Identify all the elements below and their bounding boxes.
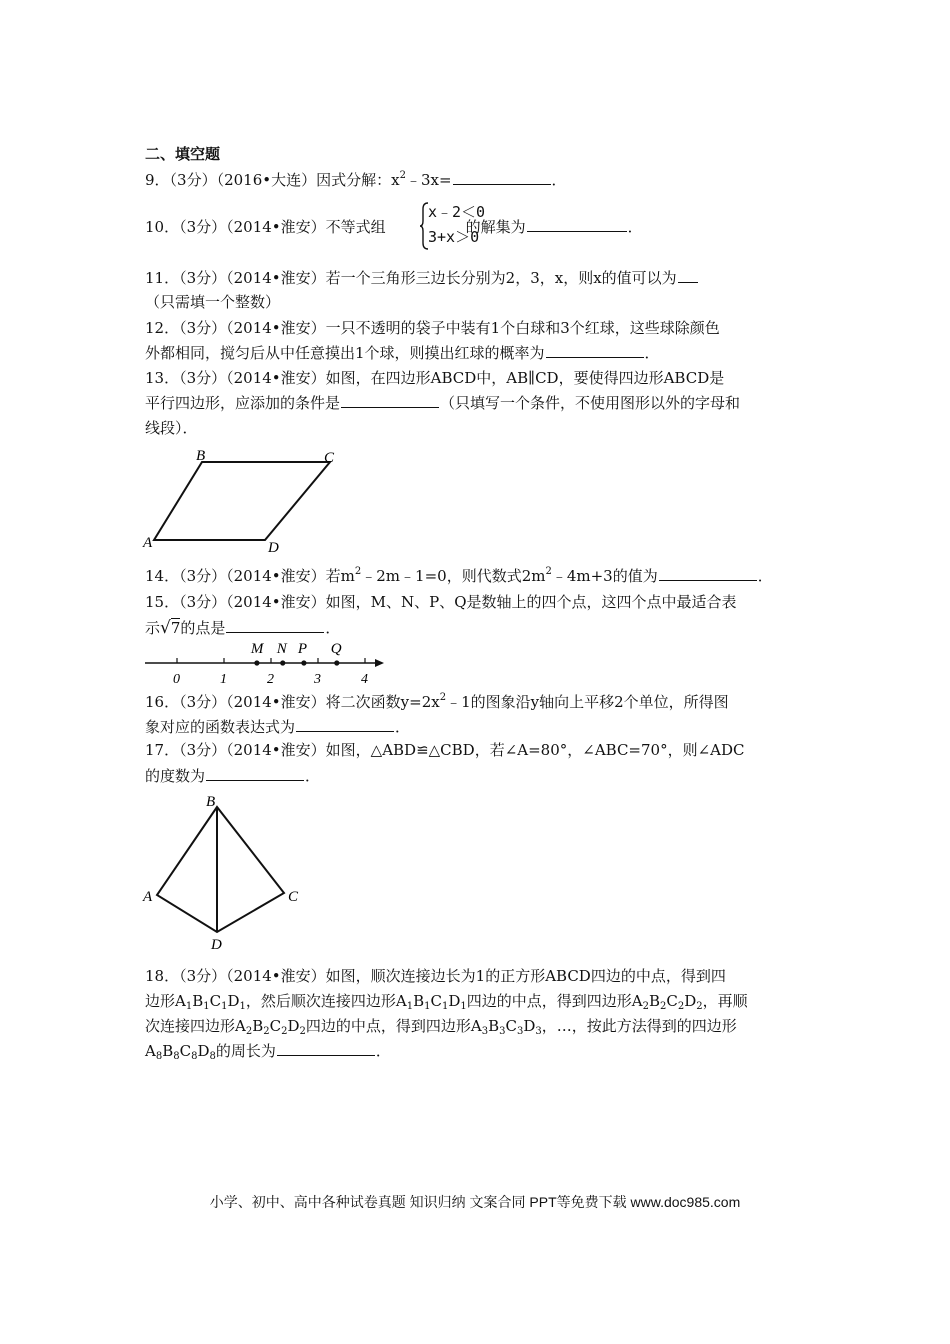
point-label-N: N xyxy=(276,641,287,657)
label-C: C xyxy=(324,450,335,466)
question-12-line2: 外都相同，搅匀后从中任意摸出1个球，则摸出红球的概率为 ． xyxy=(145,344,660,362)
tick-label: 1 xyxy=(220,672,227,687)
question-13-line3: 线段）． xyxy=(145,419,198,437)
answer-blank[interactable] xyxy=(659,566,757,581)
answer-blank[interactable] xyxy=(453,170,551,185)
label-B: B xyxy=(196,448,206,464)
question-18: 18．（3分）（2014•淮安）如图，顺次连接边长为1的正方形ABCD四边的中点，得到四 xyxy=(145,967,726,985)
answer-blank[interactable] xyxy=(226,618,324,633)
answer-blank[interactable] xyxy=(678,268,698,283)
arrow-icon xyxy=(375,659,384,667)
inequality-2: 3+x＞0 xyxy=(428,228,480,246)
point-label-P: P xyxy=(297,641,308,657)
tick-label: 3 xyxy=(314,672,321,687)
question-15-line2: 示√7的点是 ． xyxy=(145,618,341,638)
label-C: C xyxy=(288,889,299,905)
question-11: 11．（3分）（2014•淮安）若一个三角形三边长分别为2，3，x，则x的值可以为 xyxy=(145,268,699,288)
answer-blank[interactable] xyxy=(206,766,304,781)
label-D: D xyxy=(268,540,279,556)
parallelogram-shape xyxy=(154,462,330,540)
question-16-line2: 象对应的函数表达式为 ． xyxy=(145,718,411,736)
question-18-line4: $A_8B_8C_8D_8$的周长为 ． xyxy=(145,1042,391,1062)
question-17: 17．（3分）（2014•淮安）如图，△ABD≌△CBD，若∠A=80°，∠ABC=70°，则∠ADC xyxy=(145,741,745,759)
label-D: D xyxy=(211,937,222,953)
question-13-line2: 平行四边形，应添加的条件是 （只填写一个条件，不使用图形以外的字母和 xyxy=(145,394,741,412)
number-line-figure xyxy=(140,636,390,688)
point-label-M: M xyxy=(250,641,264,657)
point-M xyxy=(254,660,259,665)
label-A: A xyxy=(143,535,153,551)
point-Q xyxy=(334,660,339,665)
question-13: 13．（3分）（2014•淮安）如图，在四边形ABCD中，AB∥CD，要使得四边形ABCD是 xyxy=(145,369,725,387)
label-A: A xyxy=(143,889,153,905)
question-14: 14．（3分）（2014•淮安）若$m^2﹣2m﹣1=0$，则代数式$2m^2﹣4m+3$的值为 ． xyxy=(145,566,773,585)
radical-icon: √ xyxy=(160,618,171,638)
question-15: 15．（3分）（2014•淮安）如图，M、N、P、Q是数轴上的四个点，这四个点中最适合表 xyxy=(145,593,737,611)
tick-label: 0 xyxy=(173,672,180,687)
answer-blank[interactable] xyxy=(341,393,439,408)
question-17-line2: 的度数为 ． xyxy=(145,767,321,785)
page-footer: 小学、初中、高中各种试卷真题 知识归纳 文案合同 PPT等免费下载 www.doc985.com xyxy=(209,1194,741,1210)
inequality-1: x﹣2＜0 xyxy=(428,203,486,221)
answer-blank[interactable] xyxy=(527,217,627,232)
point-P xyxy=(301,660,306,665)
inequality-system xyxy=(420,201,500,251)
question-16: 16．（3分）（2014•淮安）将二次函数$y=2x^2﹣1$的图象沿y轴向上平移2个单位，所得图 xyxy=(145,692,729,711)
answer-blank[interactable] xyxy=(296,717,394,732)
question-9: 9．（3分）（2016•大连）因式分解：$x^2﹣3x=$ ． xyxy=(145,170,567,189)
answer-blank[interactable] xyxy=(546,343,644,358)
kite-shape xyxy=(157,807,284,932)
tick-label: 4 xyxy=(361,672,368,687)
question-12: 12．（3分）（2014•淮安）一只不透明的袋子中装有1个白球和3个红球，这些球除颜色 xyxy=(145,319,720,337)
kite-figure xyxy=(140,793,310,955)
label-B: B xyxy=(206,794,216,810)
question-10: 10．（3分）（2014•淮安）不等式组 的解集为 ． xyxy=(145,218,643,236)
question-11-line2: （只需填一个整数） xyxy=(145,293,281,311)
point-N xyxy=(280,660,285,665)
point-label-Q: Q xyxy=(330,641,342,657)
parallelogram-figure xyxy=(140,445,350,557)
answer-blank[interactable] xyxy=(277,1041,375,1056)
section-title: 二、填空题 xyxy=(145,145,221,163)
tick-label: 2 xyxy=(267,672,274,687)
question-18-line2: 边形$A_1B_1C_1D_1$，然后顺次连接四边形$A_1B_1C_1D_1$四边的中点，得到四边形$A_2B_2C_2D_2$，再顺 xyxy=(145,992,748,1012)
question-18-line3: 次连接四边形$A_2B_2C_2D_2$四边的中点，得到四边形$A_3B_3C_3D_3$，…，按此方法得到的四边形 xyxy=(145,1017,737,1037)
